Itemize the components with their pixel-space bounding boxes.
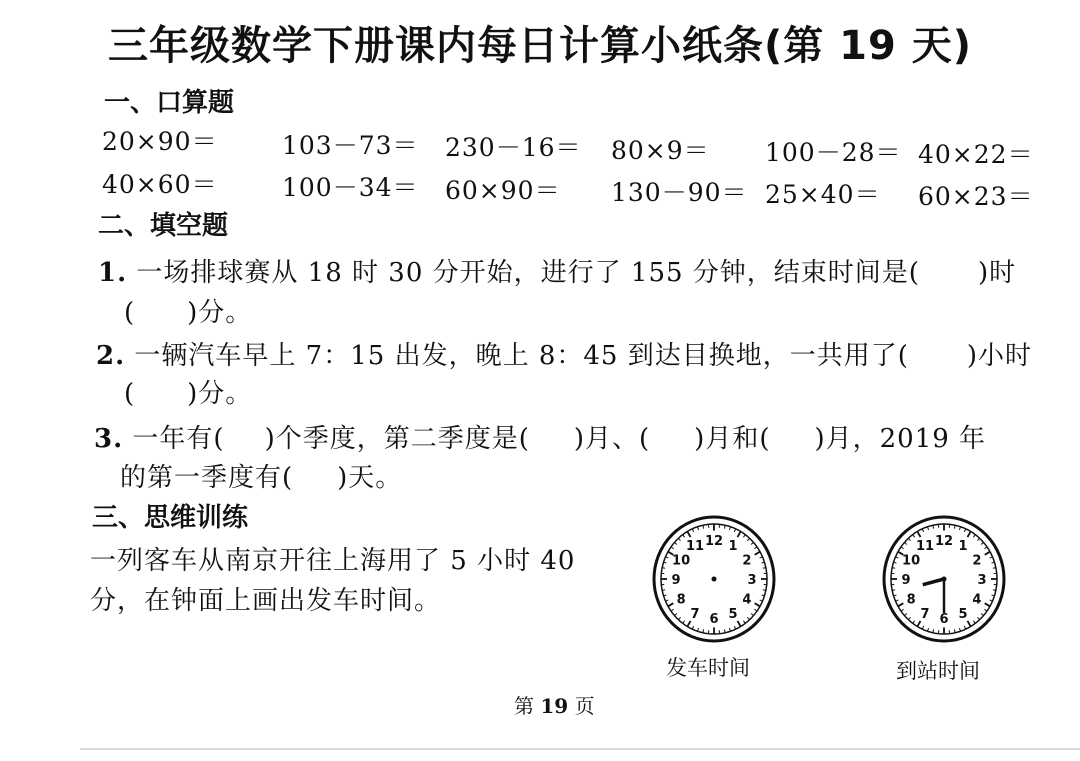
page-number xyxy=(514,690,595,719)
clock-number: 5 xyxy=(958,606,968,622)
clock-tick xyxy=(985,552,990,555)
clock-tick xyxy=(763,568,766,569)
clock-tick xyxy=(703,629,704,632)
question-text: 一辆汽车早上 7：15 出发，晚上 8：45 到达目换地，一共用了( xyxy=(134,341,909,371)
question-text: )分。 xyxy=(187,379,253,409)
clock-tick xyxy=(679,538,681,540)
clock-tick xyxy=(664,595,667,596)
expr: 100－28＝ xyxy=(765,138,902,167)
question-1-line-2 xyxy=(124,292,252,329)
clock-tick xyxy=(959,527,960,530)
expr: 40×22＝ xyxy=(918,140,1034,169)
section-heading-oral-calc: 一、口算题 xyxy=(104,88,235,118)
clock-tick xyxy=(977,538,979,540)
clock-tick xyxy=(762,595,765,596)
clock-number: 6 xyxy=(709,612,719,628)
clock-tick xyxy=(981,542,983,544)
expr: 20×90＝ xyxy=(102,127,218,156)
clock-tick xyxy=(973,535,975,537)
question-text: )月、( xyxy=(573,424,651,454)
clock-tick xyxy=(729,628,730,631)
clock-tick xyxy=(928,628,929,631)
clock-tick xyxy=(734,529,735,532)
clock-number: 7 xyxy=(920,606,930,622)
page-prefix: 第 xyxy=(514,694,534,718)
arrival-clock-label: 到站时间 xyxy=(896,659,980,683)
clock-tick xyxy=(922,626,923,629)
expr: 60×23＝ xyxy=(918,182,1034,211)
clock-number: 12 xyxy=(934,533,954,549)
clock-tick xyxy=(763,590,766,591)
clock-tick xyxy=(755,552,760,555)
clock-tick xyxy=(933,526,934,529)
question-number: 1. xyxy=(98,258,128,288)
clock-number: 10 xyxy=(672,553,691,569)
clock-tick xyxy=(928,527,929,530)
clock-tick xyxy=(894,595,897,596)
clock-tick xyxy=(894,562,897,563)
clock-number: 3 xyxy=(747,573,757,588)
clock-tick xyxy=(977,617,979,619)
clock-tick xyxy=(968,621,971,626)
clock-tick xyxy=(913,535,915,537)
expr: 40×60＝ xyxy=(102,170,218,199)
question-text: 一场排球赛从 18 时 30 分开始，进行了 155 分钟，结束时间是( xyxy=(136,258,920,288)
clock-number: 2 xyxy=(742,553,752,569)
clock-number: 4 xyxy=(972,592,982,608)
clock-tick xyxy=(984,547,986,549)
expr: 25×40＝ xyxy=(765,180,881,209)
question-number: 3. xyxy=(94,424,124,454)
clock-tick xyxy=(754,547,756,549)
question-text: ( xyxy=(124,298,136,328)
clock-number: 4 xyxy=(742,592,752,608)
clock-face-icon xyxy=(880,512,1008,646)
clock-tick xyxy=(990,600,993,601)
clock-face-icon xyxy=(650,512,778,646)
clock-tick xyxy=(981,613,983,615)
clock-tick xyxy=(724,526,725,529)
question-text: )月和( xyxy=(694,424,771,454)
clock-tick xyxy=(747,538,749,540)
clock-number: 11 xyxy=(915,539,935,555)
section-heading-fill-blank: 二、填空题 xyxy=(98,211,229,241)
question-text: )个季度，第二季度是( xyxy=(264,424,530,454)
clock-tick xyxy=(901,547,903,549)
clock-tick xyxy=(760,557,763,558)
clock-tick xyxy=(747,617,749,619)
clock-tick xyxy=(703,526,704,529)
page-suffix: 页 xyxy=(574,694,595,718)
clock-tick xyxy=(909,617,911,619)
clock-tick xyxy=(959,628,960,631)
clock-number: 9 xyxy=(901,573,911,588)
clock-tick xyxy=(985,603,990,606)
clock-tick xyxy=(933,629,934,632)
clock-tick xyxy=(675,542,677,544)
question-3-line-2 xyxy=(120,457,402,494)
clock-tick xyxy=(688,532,691,537)
bottom-divider xyxy=(80,748,1080,750)
question-text: )天。 xyxy=(337,463,403,493)
expr: 100－34＝ xyxy=(282,173,419,202)
clock-tick xyxy=(993,590,996,591)
clock-tick xyxy=(683,621,685,623)
problem-text-line-2: 分，在钟面上画出发车时间。 xyxy=(90,586,442,616)
clock-number: 7 xyxy=(690,606,700,622)
clock-number: 11 xyxy=(685,539,705,555)
clock-number: 9 xyxy=(671,573,681,588)
clock-tick xyxy=(973,621,975,623)
clock-number: 6 xyxy=(939,612,949,628)
clock-tick xyxy=(898,603,903,606)
clock-number: 1 xyxy=(958,539,968,555)
clock-tick xyxy=(662,590,665,591)
clock-tick xyxy=(738,621,741,626)
expr: 60×90＝ xyxy=(445,176,561,205)
clock-tick xyxy=(990,557,993,558)
clock-center xyxy=(712,577,717,582)
question-text: ( xyxy=(124,379,136,409)
clock-tick xyxy=(664,562,667,563)
clock-tick xyxy=(918,532,921,537)
clock-tick xyxy=(905,542,907,544)
departure-clock[interactable] xyxy=(650,512,778,646)
clock-tick xyxy=(675,613,677,615)
clock-tick xyxy=(964,626,965,629)
clock-tick xyxy=(993,568,996,569)
clock-tick xyxy=(692,529,693,532)
clock-tick xyxy=(755,603,760,606)
clock-number: 10 xyxy=(902,553,921,569)
clock-tick xyxy=(954,526,955,529)
hour-hand xyxy=(923,579,944,585)
question-2-line-1 xyxy=(96,335,1032,372)
clock-tick xyxy=(738,532,741,537)
clock-tick xyxy=(671,547,673,549)
clock-tick xyxy=(679,617,681,619)
question-text: 的第一季度有( xyxy=(120,463,294,493)
clock-tick xyxy=(905,613,907,615)
clock-tick xyxy=(954,629,955,632)
clock-tick xyxy=(751,542,753,544)
clock-tick xyxy=(964,529,965,532)
clock-tick xyxy=(743,621,745,623)
clock-number: 2 xyxy=(972,553,982,569)
clock-center xyxy=(942,577,947,582)
expr: 130－90＝ xyxy=(611,178,748,207)
clock-number: 1 xyxy=(728,539,738,555)
question-text: )月，2019 年 xyxy=(814,424,987,454)
page-title: 三年级数学下册课内每日计算小纸条(第 19 天) xyxy=(107,23,973,69)
clock-tick xyxy=(968,532,971,537)
problem-text-line-1: 一列客车从南京开往上海用了 5 小时 40 xyxy=(90,546,576,576)
question-text: 一年有( xyxy=(132,424,225,454)
expr: 80×9＝ xyxy=(611,136,710,165)
question-2-line-2 xyxy=(124,373,252,410)
question-1-line-1 xyxy=(98,252,1016,289)
clock-tick xyxy=(754,609,756,611)
clock-tick xyxy=(922,529,923,532)
clock-tick xyxy=(698,628,699,631)
clock-number: 5 xyxy=(728,606,738,622)
clock-tick xyxy=(992,562,995,563)
expr: 103－73＝ xyxy=(282,131,419,160)
clock-tick xyxy=(760,600,763,601)
expr: 230－16＝ xyxy=(445,133,582,162)
question-3-line-1 xyxy=(94,418,986,455)
question-text: )小时 xyxy=(966,341,1033,371)
clock-tick xyxy=(671,609,673,611)
clock-tick xyxy=(729,527,730,530)
clock-tick xyxy=(698,527,699,530)
arrival-clock xyxy=(880,512,1008,646)
clock-tick xyxy=(743,535,745,537)
clock-tick xyxy=(901,609,903,611)
clock-tick xyxy=(992,595,995,596)
question-text: )时 xyxy=(977,258,1017,288)
page-number-value: 19 xyxy=(540,694,569,718)
clock-number: 8 xyxy=(906,592,916,608)
question-text: )分。 xyxy=(187,298,253,328)
departure-clock-label: 发车时间 xyxy=(666,656,750,680)
clock-tick xyxy=(892,590,895,591)
clock-tick xyxy=(724,629,725,632)
clock-tick xyxy=(984,609,986,611)
clock-tick xyxy=(892,568,895,569)
clock-tick xyxy=(692,626,693,629)
clock-tick xyxy=(909,538,911,540)
clock-tick xyxy=(896,600,899,601)
clock-tick xyxy=(762,562,765,563)
clock-tick xyxy=(662,568,665,569)
clock-tick xyxy=(666,600,669,601)
question-number: 2. xyxy=(96,341,126,371)
clock-tick xyxy=(734,626,735,629)
clock-tick xyxy=(913,621,915,623)
clock-tick xyxy=(666,557,669,558)
section-heading-thinking: 三、思维训练 xyxy=(92,503,249,533)
clock-tick xyxy=(683,535,685,537)
clock-tick xyxy=(668,603,673,606)
clock-number: 3 xyxy=(977,573,987,588)
clock-tick xyxy=(896,557,899,558)
clock-number: 8 xyxy=(676,592,686,608)
clock-tick xyxy=(751,613,753,615)
clock-number: 12 xyxy=(704,533,724,549)
